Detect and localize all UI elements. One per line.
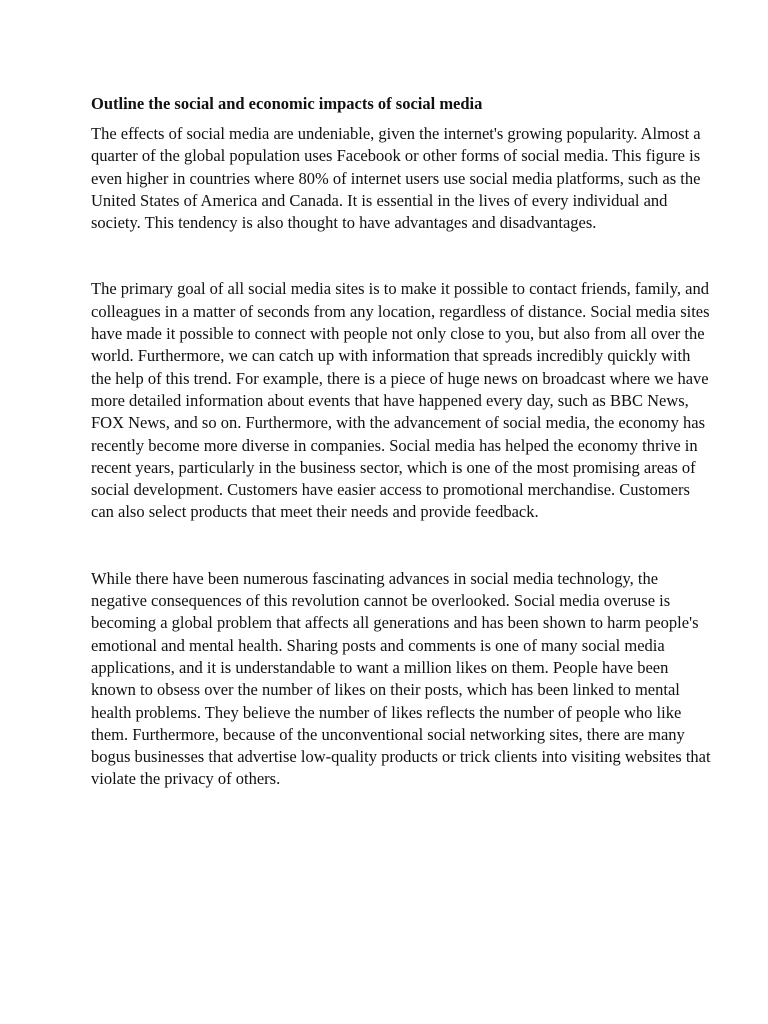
paragraph-advantages: The primary goal of all social media sites is to make it possible to contact friends, family, and colleagues in a matter of seconds from any location, regardless of distance. Social media sites have made it possible to connect with people not only close to you, but also from all over the world. Furthermore, we can catch up with information that spreads incredibly quickly with the help of this trend. For example, there is a piece of huge news on broadcast where we have more detailed information about events that have happened every day, such as BBC News, FOX News, and so on. Furthermore, with the advancement of social media, the economy has recently become more diverse in companies. Social media has helped the economy thrive in recent years, particularly in the business sector, which is one of the most promising areas of social development. Customers have easier access to promotional merchandise. Customers can also select products that meet their needs and provide feedback. <box>91 279 710 522</box>
document-page <box>91 93 711 791</box>
paragraph-disadvantages: While there have been numerous fascinating advances in social media technology, the negative consequences of this revolution cannot be overlooked. Social media overuse is becoming a global problem that affects all generations and has been shown to harm people's emotional and mental health. Sharing posts and comments is one of many social media applications, and it is understandable to want a million likes on them. People have been known to obsess over the number of likes on their posts, which has been linked to mental health problems. They believe the number of likes reflects the number of people who like them. Furthermore, because of the unconventional social networking sites, there are many bogus businesses that advertise low-quality products or trick clients into visiting websites that violate the privacy of others. <box>91 568 711 789</box>
document-heading: Outline the social and economic impacts of social media <box>91 94 483 113</box>
paragraph-intro: The effects of social media are undeniable, given the internet's growing popularity. Almost a quarter of the global population uses Facebook or other forms of social media. This figure is even higher in countries where 80% of internet users use social media platforms, such as the United States of America and Canada. It is essential in the lives of every individual and society. This tendency is also thought to have advantages and disadvantages. <box>91 124 701 233</box>
